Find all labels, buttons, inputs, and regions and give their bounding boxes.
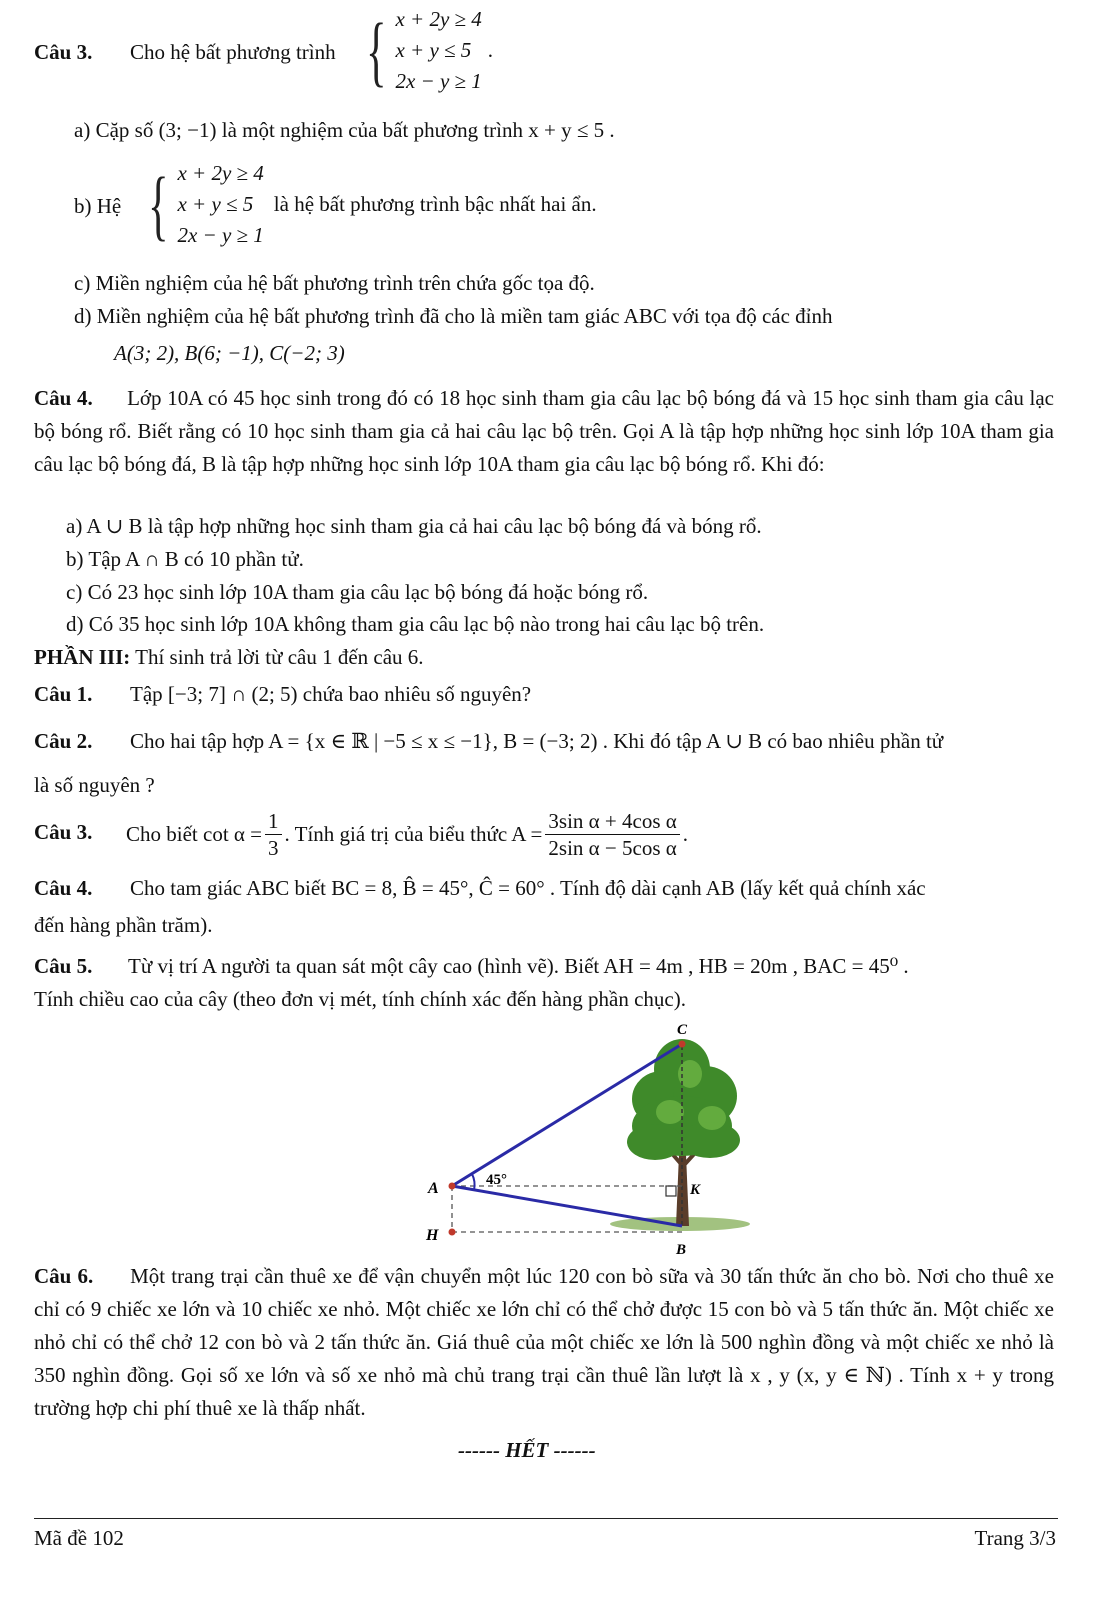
p3q2-text-2: là số nguyên ? [34, 773, 155, 797]
label-H: H [426, 1227, 439, 1244]
q3-option-b-pre: b) Hệ [74, 194, 122, 218]
p3q3-fraction-expr [545, 808, 679, 861]
q4-option-d: d) Có 35 học sinh lớp 10A không tham gia câu lạc bộ nào trong hai câu lạc bộ trên. [66, 612, 765, 636]
p3q3-line [126, 806, 688, 862]
q4-paragraph [34, 382, 1054, 481]
label-K: K [690, 1182, 701, 1198]
end-marker: ------ HẾT ------ [458, 1438, 596, 1462]
q3-option-d: d) Miền nghiệm của hệ bất phương trình đã cho là miền tam giác ABC với tọa độ các đỉnh [74, 304, 833, 328]
p3q3-post: . [682, 821, 688, 846]
q3-row-3: 2x − y ≥ 1 [395, 69, 482, 93]
q3b-row-1: x + 2y ≥ 4 [177, 161, 264, 185]
p3q2-label: Câu 2. [34, 729, 93, 753]
p3q6-text: Một trang trại cần thuê xe để vận chuyển một lúc 120 con bò sữa và 30 tấn thức ăn cho bò. Nơi cho thuê xe chỉ có 9 chiếc xe lớn và 10 chiếc xe nhỏ. Một chiếc xe lớn chỉ có thể chở được 15 con bò và 5 tấn thức ăn. Một chiếc xe nhỏ chỉ có thể chở 12 con bò và 2 tấn thức ăn. Giá thuê của một chiếc xe lớn là 500 nghìn đồng và một chiếc xe nhỏ là 350 nghìn đồng. Gọi số xe lớn và số xe nhỏ mà chủ trang trại cần thuê lần lượt là x , y (x, y ∈ ℕ) . Tính x + y trong trường hợp chi phí thuê xe là thấp nhất. [34, 1264, 1055, 1420]
brace-symbol: { [366, 6, 387, 94]
angle-arc [472, 1174, 475, 1190]
brace-symbol: { [148, 160, 169, 248]
p3q3-fraction-cot [265, 808, 282, 861]
q3-intro: Cho hệ bất phương trình [130, 40, 336, 64]
q3-option-b-post: là hệ bất phương trình bậc nhất hai ẩn. [273, 192, 597, 216]
p3q3-f2-num: 3sin α + 4cos α [545, 808, 679, 835]
part3-title: PHẦN III: [34, 645, 131, 669]
p3q1-label: Câu 1. [34, 682, 93, 706]
point-H [449, 1229, 456, 1236]
p3q3-f1-den: 3 [268, 835, 279, 860]
q4-option-a: a) A ∪ B là tập hợp những học sinh tham gia cả hai câu lạc bộ bóng đá và bóng rổ. [66, 514, 762, 538]
p3q2-text: Cho hai tập hợp A = {x ∈ ℝ | −5 ≤ x ≤ −1}, B = (−3; 2) . Khi đó tập A ∪ B có bao nhiêu phần tử [130, 729, 944, 753]
part3-subtitle: Thí sinh trả lời từ câu 1 đến câu 6. [135, 645, 424, 669]
q4-option-c: c) Có 23 học sinh lớp 10A tham gia câu lạc bộ bóng đá hoặc bóng rổ. [66, 580, 649, 604]
p3q6-label: Câu 6. [34, 1264, 94, 1288]
p3q1-text: Tập [−3; 7] ∩ (2; 5) chứa bao nhiêu số nguyên? [130, 682, 532, 706]
part3-heading [34, 645, 424, 670]
line-AB [452, 1186, 682, 1226]
tree-foliage [627, 1039, 740, 1160]
p3q3-pre: Cho biết cot α = [126, 821, 262, 846]
q3-label: Câu 3. [34, 40, 93, 64]
footer-exam-code: Mã đề 102 [34, 1526, 124, 1550]
footer-divider [34, 1518, 1058, 1519]
p3q4-label: Câu 4. [34, 876, 93, 900]
tree-figure [400, 1014, 770, 1264]
label-B: B [676, 1242, 687, 1258]
p3q4-text: Cho tam giác ABC biết BC = 8, B̂ = 45°, Ĉ = 60° . Tính độ dài cạnh AB (lấy kết quả chính xác [130, 876, 926, 900]
q3-option-d-points: A(3; 2), B(6; −1), C(−2; 3) [114, 341, 345, 365]
footer-page-number: Trang 3/3 [974, 1526, 1056, 1550]
p3q4-text-2: đến hàng phần trăm). [34, 913, 213, 937]
q3-option-c: c) Miền nghiệm của hệ bất phương trình trên chứa gốc tọa độ. [74, 271, 595, 295]
q3-row-1: x + 2y ≥ 4 [395, 7, 482, 31]
q3-tail: . [487, 38, 494, 62]
p3q3-f1-num: 1 [265, 808, 282, 835]
p3q5-text: Từ vị trí A người ta quan sát một cây cao (hình vẽ). Biết AH = 4m , HB = 20m , BAC = 45⁰ . [128, 954, 909, 978]
p3q5-label: Câu 5. [34, 954, 93, 978]
p3q5-text-2: Tính chiều cao của cây (theo đơn vị mét, tính chính xác đến hàng phần chục). [34, 987, 686, 1011]
q3b-row-2: x + y ≤ 5 [177, 192, 254, 216]
q3-row-2: x + y ≤ 5 [395, 38, 472, 62]
q3b-row-3: 2x − y ≥ 1 [177, 223, 264, 247]
p3q6-paragraph [34, 1260, 1054, 1425]
q4-label: Câu 4. [34, 386, 93, 410]
label-C: C [677, 1022, 688, 1038]
q4-option-b: b) Tập A ∩ B có 10 phần tử. [66, 547, 304, 571]
q3-option-a: a) Cặp số (3; −1) là một nghiệm của bất phương trình x + y ≤ 5 . [74, 118, 615, 142]
label-angle: 45° [486, 1172, 507, 1188]
q4-text: Lớp 10A có 45 học sinh trong đó có 18 học sinh tham gia câu lạc bộ bóng đá và 15 học sinh tham gia câu lạc bộ bóng rổ. Biết rằng có 10 học sinh tham gia cả hai câu lạc bộ trên. Gọi A là tập hợp những học sinh lớp 10A tham gia câu lạc bộ bóng đá, B là tập hợp những học sinh lớp 10A tham gia câu lạc bộ bóng rổ. Khi đó: [34, 386, 1055, 476]
point-A [449, 1183, 456, 1190]
q3-system [366, 4, 493, 97]
p3q3-label: Câu 3. [34, 820, 93, 844]
label-A: A [428, 1180, 439, 1197]
q3-option-b-system [148, 158, 597, 251]
p3q3-f2-den: 2sin α − 5cos α [548, 835, 677, 860]
p3q3-mid: . Tính giá trị của biểu thức A = [284, 821, 543, 846]
point-C [679, 1041, 686, 1048]
right-angle-mark [666, 1186, 676, 1196]
